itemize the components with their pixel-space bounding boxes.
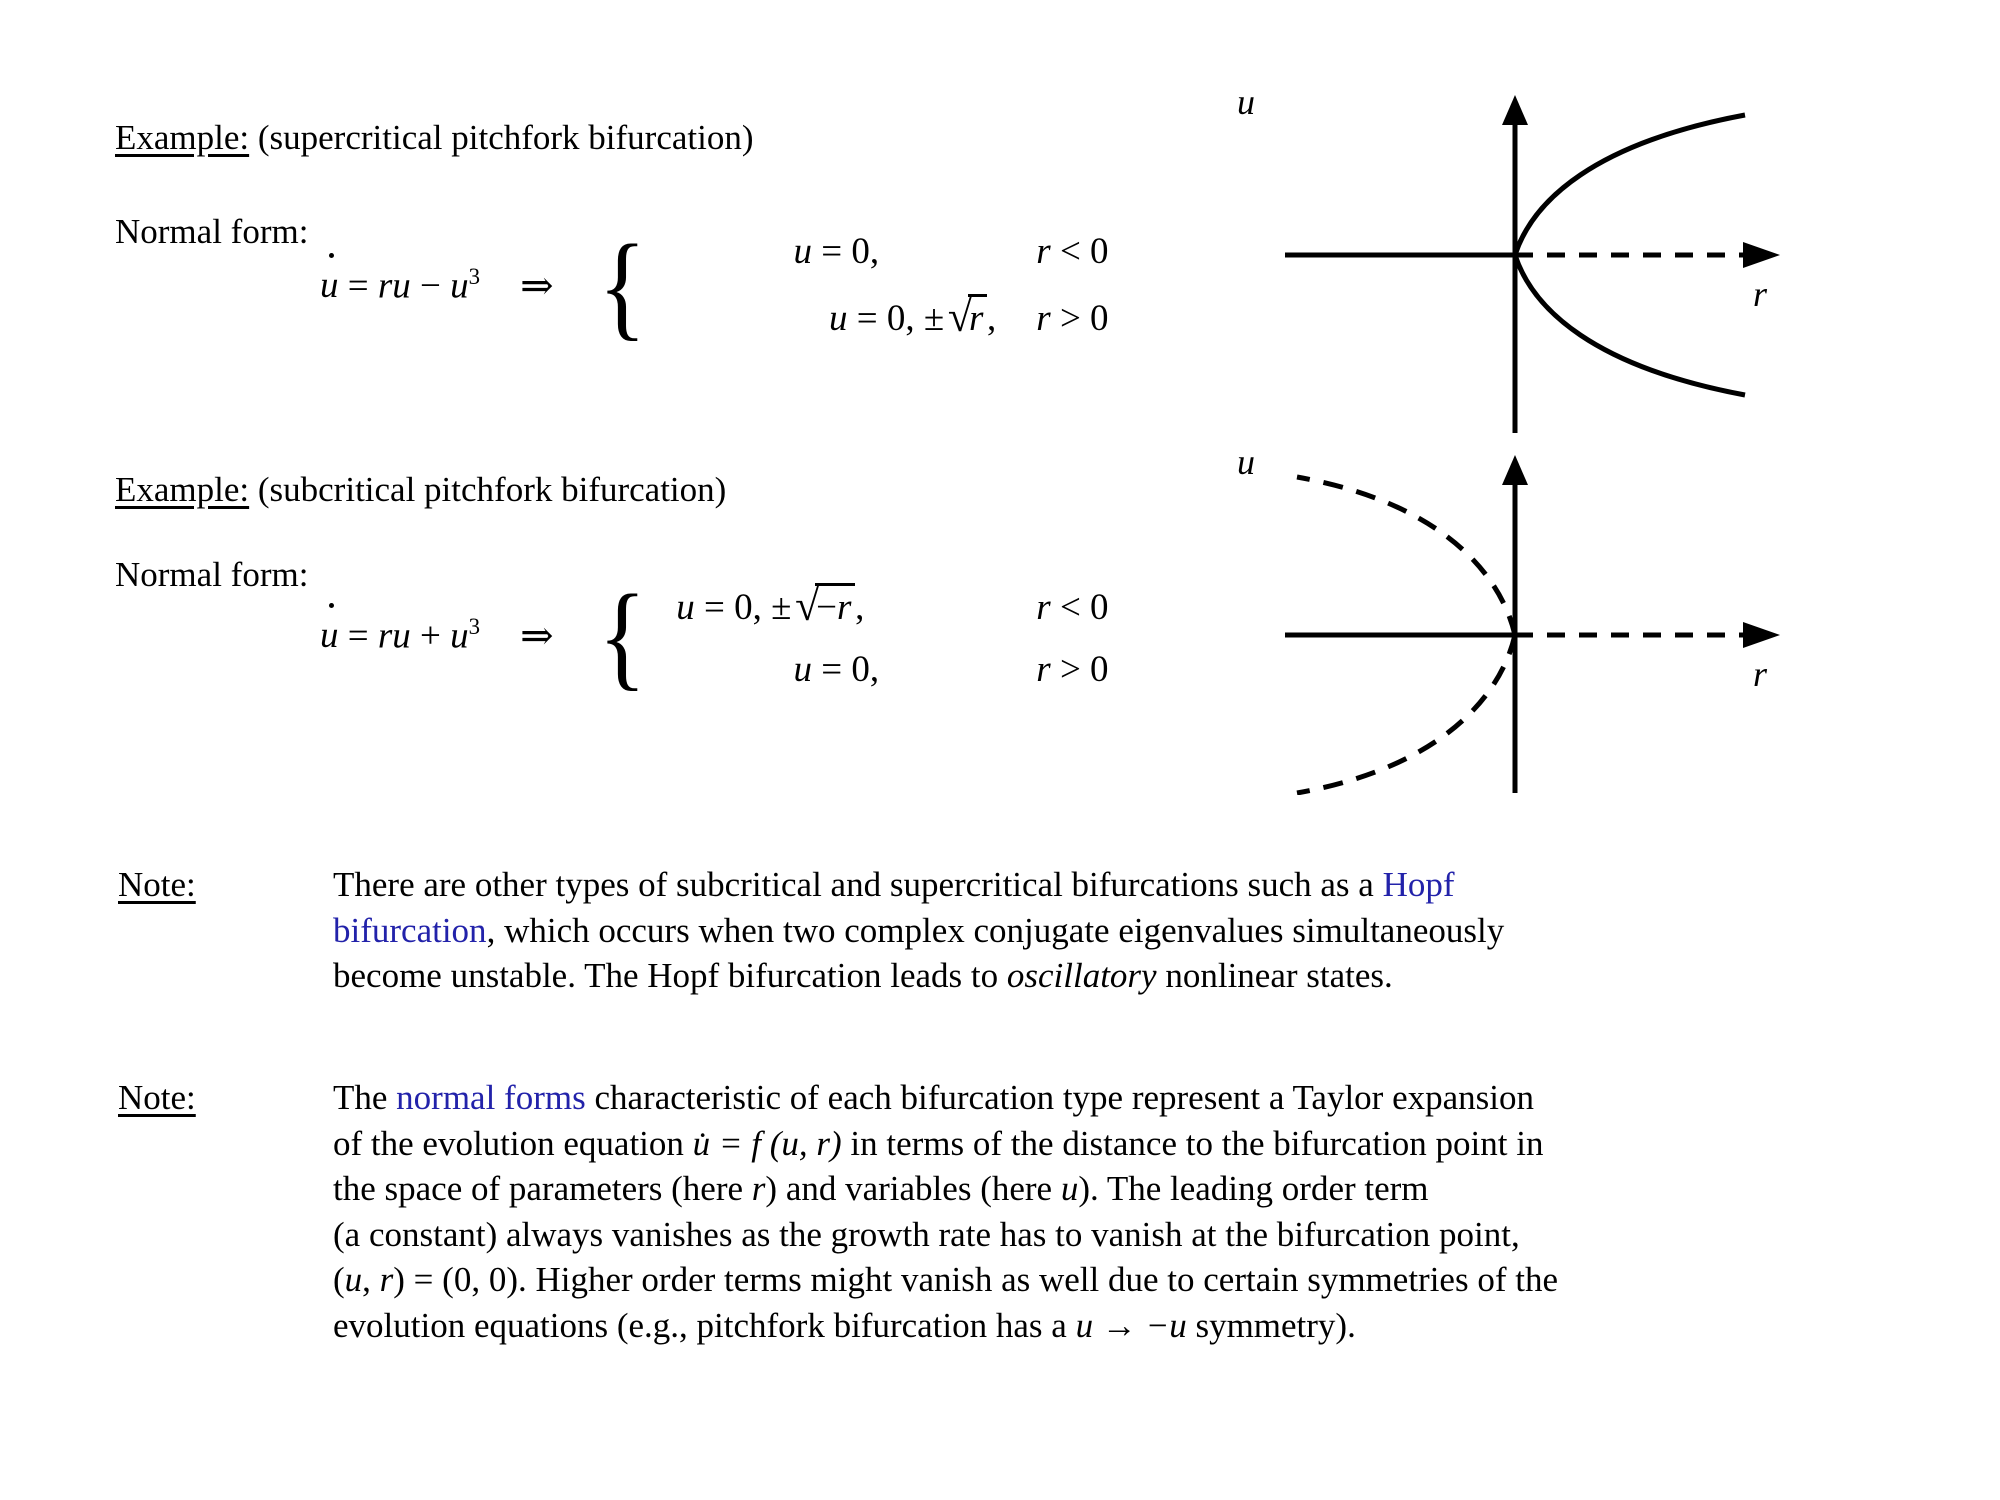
text-run: nonlinear states. — [1156, 956, 1393, 995]
cases-list-supercritical — [676, 230, 1146, 341]
text-run: ( — [333, 1260, 345, 1299]
note-line — [333, 862, 1938, 908]
cases-brace-supercritical: { — [597, 219, 647, 351]
equation-subcritical — [320, 569, 1146, 701]
diagram-svg — [1275, 455, 1795, 795]
note-block-1 — [118, 862, 1938, 999]
inline-math: u — [1060, 1169, 1079, 1208]
note-line — [333, 1075, 1978, 1121]
note-line — [333, 1121, 1978, 1167]
normal-form-text: Normal form: — [115, 555, 309, 594]
note-line — [333, 908, 1938, 954]
case-expression: u = 0, — [793, 649, 880, 690]
emphasis-term: oscillatory — [1006, 956, 1157, 995]
implies-arrow-subcritical: ⇒ — [520, 613, 554, 658]
normal-form-label-subcritical — [115, 555, 308, 595]
implies-arrow-supercritical: ⇒ — [520, 263, 554, 308]
inline-math: u̇ = f (u, r) — [692, 1123, 842, 1163]
text-run: , — [362, 1260, 380, 1299]
note-line — [333, 1212, 1978, 1258]
case-row — [676, 291, 1146, 341]
note-block-2 — [118, 1075, 1978, 1348]
highlighted-term: Hopf — [1382, 865, 1455, 904]
text-run: (a constant) always vanishes as the growth rate has to vanish at the bifurcation point, — [333, 1214, 1520, 1254]
bifurcation-diagram-supercritical — [1237, 82, 1795, 435]
text-run: ). The leading order term — [1078, 1169, 1429, 1208]
case-expression: u = 0, ±√−r, — [676, 581, 865, 630]
y-axis-arrowhead — [1502, 95, 1528, 125]
text-run: symmetry). — [1186, 1305, 1356, 1345]
text-run: in terms of the distance to the bifurcation point in — [841, 1123, 1544, 1163]
case-row — [676, 580, 1146, 630]
text-run: The — [333, 1078, 397, 1117]
case-row — [676, 230, 1146, 273]
case-expression: u = 0, — [793, 231, 880, 272]
bifurcation-diagram-subcritical — [1237, 442, 1795, 795]
cases-brace-subcritical: { — [597, 569, 647, 701]
heading-rest-label: (supercritical pitchfork bifurcation) — [249, 118, 754, 157]
note-label-text: Note: — [118, 865, 196, 904]
heading-lead-label: Example: — [115, 118, 250, 157]
y-axis-label-subcritical: u — [1237, 442, 1255, 482]
inline-math: u — [344, 1260, 363, 1299]
note-label-2 — [118, 1075, 333, 1348]
case-condition: r > 0 — [1036, 649, 1109, 690]
x-axis-label-subcritical: r — [1753, 654, 1768, 694]
equation-lhs-subcritical: u = ru + $u^3$ — [320, 613, 481, 657]
y-axis-label-supercritical: u — [1237, 82, 1255, 122]
case-expression: u = 0, ±√r, — [829, 292, 997, 341]
note-body-1 — [333, 862, 1938, 999]
text-run: ) and variables (here — [765, 1169, 1061, 1208]
text-run: the space of parameters (here — [333, 1169, 752, 1208]
note-line — [333, 1257, 1978, 1303]
note-label-1 — [118, 862, 333, 999]
note-line — [333, 953, 1938, 999]
note-line — [333, 1303, 1978, 1349]
text-run: , which occurs when two complex conjugate eigenvalues simultaneously — [486, 910, 1505, 950]
section-heading-subcritical — [115, 470, 726, 510]
heading-rest-label: (subcritical pitchfork bifurcation) — [249, 470, 727, 509]
case-condition: r < 0 — [1036, 231, 1109, 272]
note-body-2 — [333, 1075, 1978, 1348]
upper-branch-curve — [1297, 477, 1515, 635]
text-run: evolution equations (e.g., pitchfork bifurcation has a — [333, 1305, 1076, 1345]
normal-form-text: Normal form: — [115, 212, 309, 251]
inline-math: u → −u — [1075, 1305, 1187, 1345]
normal-form-label-supercritical — [115, 212, 308, 252]
x-axis-arrowhead — [1743, 242, 1780, 268]
x-axis-label-supercritical: r — [1753, 274, 1768, 314]
case-condition: r < 0 — [1036, 587, 1109, 628]
case-row — [676, 648, 1146, 691]
inline-math: r — [379, 1260, 394, 1299]
case-condition: r > 0 — [1036, 298, 1109, 339]
lower-branch-curve — [1515, 255, 1745, 395]
text-run: characteristic of each bifurcation type represent a Taylor expansion — [585, 1078, 1534, 1117]
text-run: ) = (0, 0). Higher order terms might vanish as well due to certain symmetries of the — [393, 1260, 1558, 1299]
equation-lhs-supercritical: u = ru − $u^3$ — [320, 263, 481, 307]
section-heading-supercritical — [115, 118, 754, 158]
text-run: There are other types of subcritical and supercritical bifurcations such as a — [333, 865, 1383, 904]
diagram-svg — [1275, 95, 1795, 435]
highlighted-term: bifurcation — [333, 910, 487, 950]
equation-supercritical — [320, 219, 1146, 351]
note-line — [333, 1166, 1978, 1212]
cases-list-subcritical — [676, 580, 1146, 691]
text-run: of the evolution equation — [333, 1123, 693, 1163]
y-axis-arrowhead — [1502, 455, 1528, 485]
text-run: become unstable. The Hopf bifurcation leads to — [333, 956, 1007, 995]
lower-branch-curve — [1297, 635, 1515, 793]
x-axis-arrowhead — [1743, 622, 1780, 648]
upper-branch-curve — [1515, 115, 1745, 255]
inline-math: r — [751, 1169, 766, 1208]
highlighted-term: normal forms — [396, 1078, 586, 1117]
note-label-text: Note: — [118, 1078, 196, 1117]
heading-lead-label: Example: — [115, 470, 250, 509]
